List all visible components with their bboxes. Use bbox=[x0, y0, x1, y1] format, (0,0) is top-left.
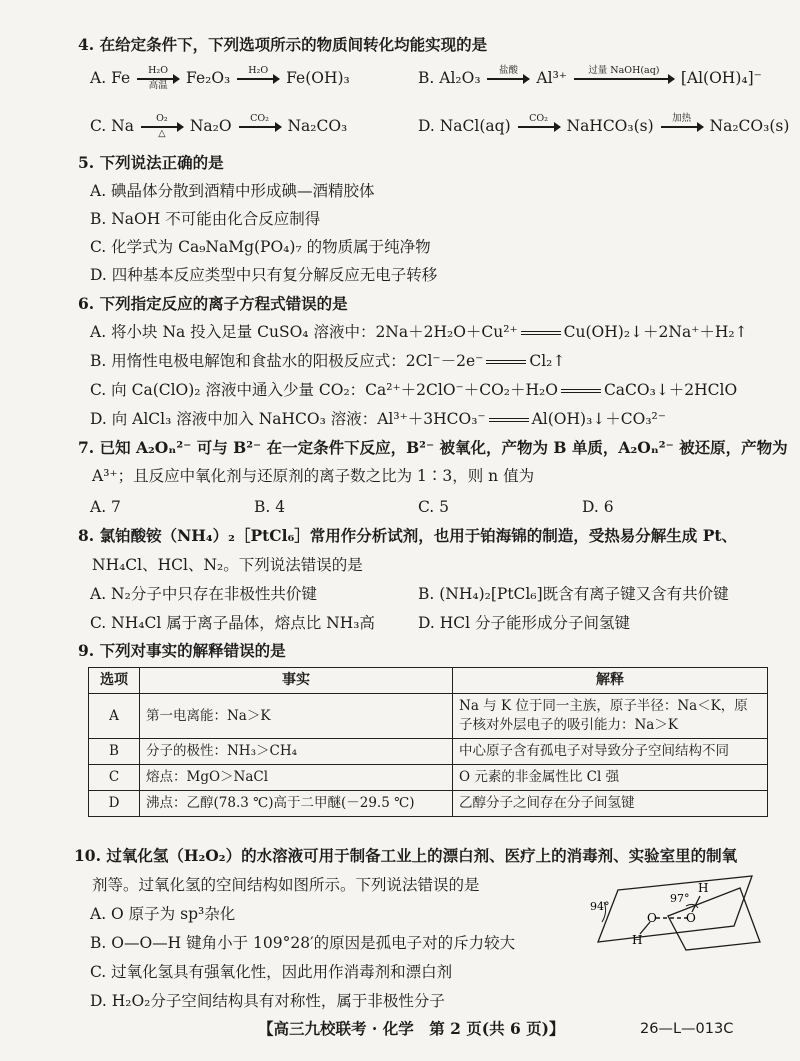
q5-option-d[interactable]: D. 四种基本反应类型中只有复分解反应无电子转移 bbox=[90, 266, 438, 284]
q8-option-a[interactable]: A. N₂分子中只存在非极性共价键 bbox=[90, 585, 317, 603]
atom-o-left: O bbox=[647, 911, 657, 925]
table-header-row bbox=[89, 668, 768, 694]
table-row bbox=[89, 791, 768, 817]
atom-h-left: H bbox=[632, 933, 643, 947]
q7-option-d[interactable]: D. 6 bbox=[582, 498, 614, 516]
table-row bbox=[89, 694, 768, 739]
q4-option-b[interactable]: B. Al₂O₃ 盐酸 Al³⁺ 过量 NaOH(aq) [Al(OH)₄]⁻ bbox=[418, 66, 762, 92]
q6-option-d[interactable]: D. 向 AlCl₃ 溶液中加入 NaHCO₃ 溶液：Al³⁺＋3HCO₃⁻ Al(OH)₃↓＋CO₃²⁻ bbox=[90, 410, 666, 428]
table-cell-explain: O 元素的非金属性比 Cl 强 bbox=[453, 765, 768, 791]
h2o2-structure-figure bbox=[590, 872, 770, 960]
q8-stem-line2: NH₄Cl、HCl、N₂。下列说法错误的是 bbox=[92, 556, 363, 574]
atom-o-right: O bbox=[686, 911, 696, 925]
q8-option-d[interactable]: D. HCl 分子能形成分子间氢键 bbox=[418, 614, 630, 632]
q7-stem-line1: 7. 已知 A₂Oₙ²⁻ 可与 B²⁻ 在一定条件下反应，B²⁻ 被氧化，产物为 B 单质，A₂Oₙ²⁻ 被还原，产物为 bbox=[78, 438, 788, 457]
q8-option-b[interactable]: B. (NH₄)₂[PtCl₆]既含有离子键又含有共价键 bbox=[418, 585, 729, 603]
table-cell-explain: Na 与 K 位于同一主族，原子半径：Na＜K，原子核对外层电子的吸引能力：Na＞K bbox=[453, 694, 768, 739]
q7-option-a[interactable]: A. 7 bbox=[90, 498, 121, 516]
q6-option-a[interactable]: A. 将小块 Na 投入足量 CuSO₄ 溶液中：2Na＋2H₂O＋Cu²⁺ Cu(OH)₂↓＋2Na⁺＋H₂↑ bbox=[90, 323, 748, 341]
equals-sign bbox=[521, 331, 561, 335]
q4-option-d[interactable]: D. NaCl(aq) CO₂ NaHCO₃(s) 加热 Na₂CO₃(s) bbox=[418, 114, 789, 140]
q6-option-c[interactable]: C. 向 Ca(ClO)₂ 溶液中通入少量 CO₂：Ca²⁺＋2ClO⁻＋CO₂＋H₂O CaCO₃↓＋2HClO bbox=[90, 381, 738, 399]
table-cell-fact: 熔点：MgO＞NaCl bbox=[140, 765, 453, 791]
q8-option-c[interactable]: C. NH₄Cl 属于离子晶体，熔点比 NH₃高 bbox=[90, 614, 375, 632]
q7-option-c[interactable]: C. 5 bbox=[418, 498, 450, 516]
table-cell-option: A bbox=[89, 694, 140, 739]
q7-stem-line2: A³⁺；且反应中氧化剂与还原剂的离子数之比为 1∶3，则 n 值为 bbox=[92, 467, 535, 485]
reaction-arrow: 过量 NaOH(aq) bbox=[574, 66, 674, 92]
q6-option-b[interactable]: B. 用惰性电极电解饱和食盐水的阳极反应式：2Cl⁻－2e⁻ Cl₂↑ bbox=[90, 352, 566, 370]
reaction-arrow: H₂O 高温 bbox=[137, 66, 179, 92]
reaction-arrow: 盐酸 bbox=[487, 66, 529, 92]
q4-stem: 4. 在给定条件下，下列选项所示的物质间转化均能实现的是 bbox=[78, 35, 488, 54]
table-row bbox=[89, 739, 768, 765]
q5-option-b[interactable]: B. NaOH 不可能由化合反应制得 bbox=[90, 210, 321, 228]
q10-stem-line1: 10. 过氧化氢（H₂O₂）的水溶液可用于制备工业上的漂白剂、医疗上的消毒剂、实验室里的制氧 bbox=[74, 846, 738, 865]
equals-sign bbox=[561, 389, 601, 393]
table-cell-fact: 分子的极性：NH₃＞CH₄ bbox=[140, 739, 453, 765]
table-header-fact: 事实 bbox=[140, 668, 453, 694]
reaction-arrow: CO₂ bbox=[518, 114, 560, 140]
table-cell-explain: 乙醇分子之间存在分子间氢键 bbox=[453, 791, 768, 817]
equals-sign bbox=[486, 360, 526, 364]
q10-option-d[interactable]: D. H₂O₂分子空间结构具有对称性，属于非极性分子 bbox=[90, 992, 445, 1010]
reaction-arrow: O₂ △ bbox=[141, 114, 183, 140]
plane-left bbox=[598, 876, 752, 942]
q9-table bbox=[88, 667, 768, 817]
angle-label-97: 97° bbox=[670, 892, 690, 905]
table-cell-option: D bbox=[89, 791, 140, 817]
table-cell-explain: 中心原子含有孤电子对导致分子空间结构不同 bbox=[453, 739, 768, 765]
reaction-arrow: 加热 bbox=[661, 114, 703, 140]
q5-option-c[interactable]: C. 化学式为 Ca₉NaMg(PO₄)₇ 的物质属于纯净物 bbox=[90, 238, 431, 256]
q10-option-a[interactable]: A. O 原子为 sp³杂化 bbox=[90, 905, 236, 923]
q8-stem-line1: 8. 氯铂酸铵（NH₄）₂［PtCl₆］常用作分析试剂，也用于铂海锦的制造，受热易分解生成 Pt、 bbox=[78, 526, 738, 545]
table-cell-fact: 沸点：乙醇(78.3 ℃)高于二甲醚(－29.5 ℃) bbox=[140, 791, 453, 817]
table-header-explain: 解释 bbox=[453, 668, 768, 694]
atom-h-right: H bbox=[698, 881, 709, 895]
q5-option-a[interactable]: A. 碘晶体分散到酒精中形成碘—酒精胶体 bbox=[90, 182, 375, 200]
q10-option-c[interactable]: C. 过氧化氢具有强氧化性，因此用作消毒剂和漂白剂 bbox=[90, 963, 453, 981]
table-cell-fact: 第一电离能：Na＞K bbox=[140, 694, 453, 739]
q4-option-c[interactable]: C. Na O₂ △ Na₂O CO₂ Na₂CO₃ bbox=[90, 113, 348, 139]
reaction-arrow: H₂O bbox=[237, 66, 279, 92]
q10-option-b[interactable]: B. O—O—H 键角小于 109°28′的原因是孤电子对的斥力较大 bbox=[90, 934, 516, 952]
table-cell-option: C bbox=[89, 765, 140, 791]
table-header-option: 选项 bbox=[89, 668, 140, 694]
table-cell-option: B bbox=[89, 739, 140, 765]
q9-stem: 9. 下列对事实的解释错误的是 bbox=[78, 641, 286, 660]
q5-stem: 5. 下列说法正确的是 bbox=[78, 153, 224, 172]
angle-label-94: 94° bbox=[590, 900, 610, 913]
q10-stem-line2: 剂等。过氧化氢的空间结构如图所示。下列说法错误的是 bbox=[92, 876, 480, 894]
equals-sign bbox=[489, 418, 529, 422]
q4-option-a[interactable]: A. Fe H₂O 高温 Fe₂O₃ H₂O Fe(OH)₃ bbox=[90, 65, 350, 91]
page-footer: 【高三九校联考 · 化学 第 2 页(共 6 页)】 bbox=[258, 1019, 565, 1038]
reaction-arrow: CO₂ bbox=[239, 114, 281, 140]
q7-option-b[interactable]: B. 4 bbox=[254, 498, 286, 516]
exam-code: 26—L—013C bbox=[640, 1021, 734, 1037]
q6-stem: 6. 下列指定反应的离子方程式错误的是 bbox=[78, 294, 348, 313]
table-row bbox=[89, 765, 768, 791]
